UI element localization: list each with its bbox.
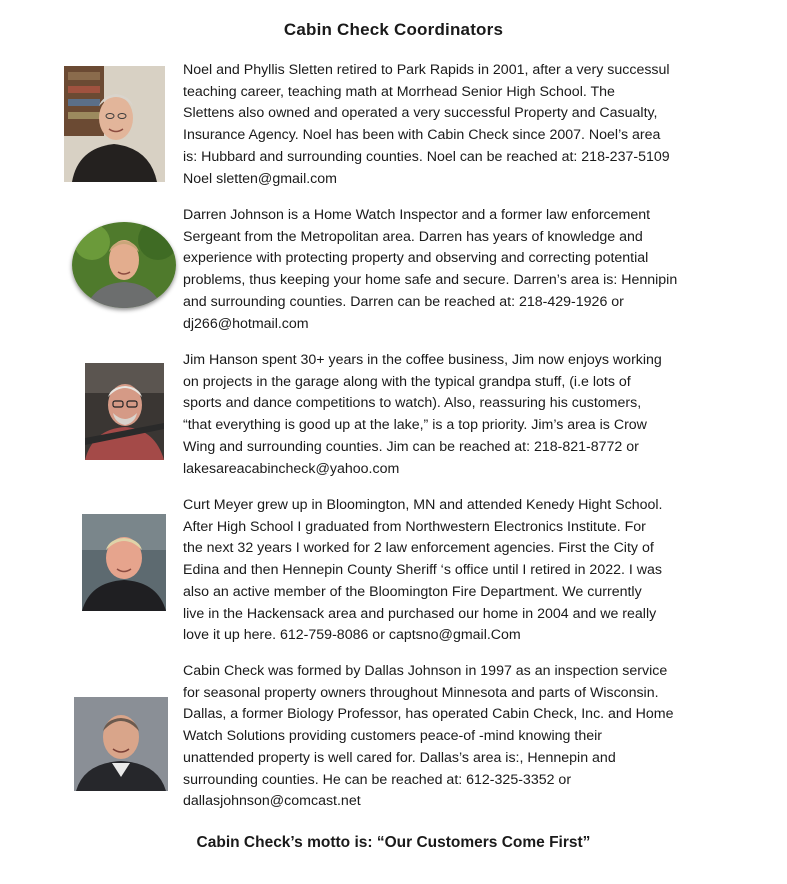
curt-photo	[82, 514, 166, 611]
noel-bio: Noel and Phyllis Sletten retired to Park Rapids in 2001, after a very successul teaching career, teaching math at Morrhead Senior High School. The Slettens also owned and operated a very successful Property and Casualty, Insurance Agency. Noel has been with Cabin Check since 2007. Noel’s area is: Hubbard and surrounding counties. Noel can be reached at: 218-237-5109 Noel sletten@gmail.com	[183, 62, 670, 187]
dallas-photo	[74, 697, 168, 791]
jim-bio: Jim Hanson spent 30+ years in the coffee business, Jim now enjoys working on projects in the garage along with the typical grandpa stuff, (i.e lots of sports and dance competitions to watch). Also, reassuring his customers, “that everything is good up at the lake,” is a top priority. Jim’s area is Crow Wing and surrounding counties. Jim can be reached at: 218-821-8772 or lakesareacabincheck@yahoo.com	[183, 352, 662, 477]
darren-photo	[72, 222, 176, 308]
page-title: Cabin Check Coordinators	[283, 20, 504, 39]
motto: Cabin Check’s motto is: “Our Customers Come First”	[196, 834, 591, 851]
curt-bio: Curt Meyer grew up in Bloomington, MN and attended Kenedy Hight School. After High School I graduated from Northwestern Electronics Institute. For the next 32 years I worked for 2 law enforcement agencies. First the City of Edina and then Hennepin County Sheriff ‘s office until I retired in 2022. I was also an active member of the Bloomington Fire Department. We currently live in the Hackensack area and purchased our home in 2004 and we really love it up here. 612-759-8086 or captsno@gmail.Com	[183, 497, 663, 644]
dallas-bio: Cabin Check was formed by Dallas Johnson in 1997 as an inspection service for seasonal property owners throughout Minnesota and parts of Wisconsin. Dallas, a former Biology Professor, has operated Cabin Check, Inc. and Home Watch Solutions providing customers peace-of -mind knowing their unattended property is well cared for. Dallas’s area is:, Hennepin and surrounding counties. He can be reached at: 612-325-3352 or dallasjohnson@comcast.net	[183, 663, 674, 810]
noel-photo	[64, 66, 165, 182]
darren-bio: Darren Johnson is a Home Watch Inspector and a former law enforcement Sergeant from the Metropolitan area. Darren has years of knowledge and experience with protecting property and observing and correcting potential problems, thus keeping your home safe and secure. Darren’s area is: Hennipin and surrounding counties. Darren can be reached at: 218-429-1926 or dj266@hotmail.com	[183, 207, 678, 332]
jim-photo	[85, 363, 164, 460]
